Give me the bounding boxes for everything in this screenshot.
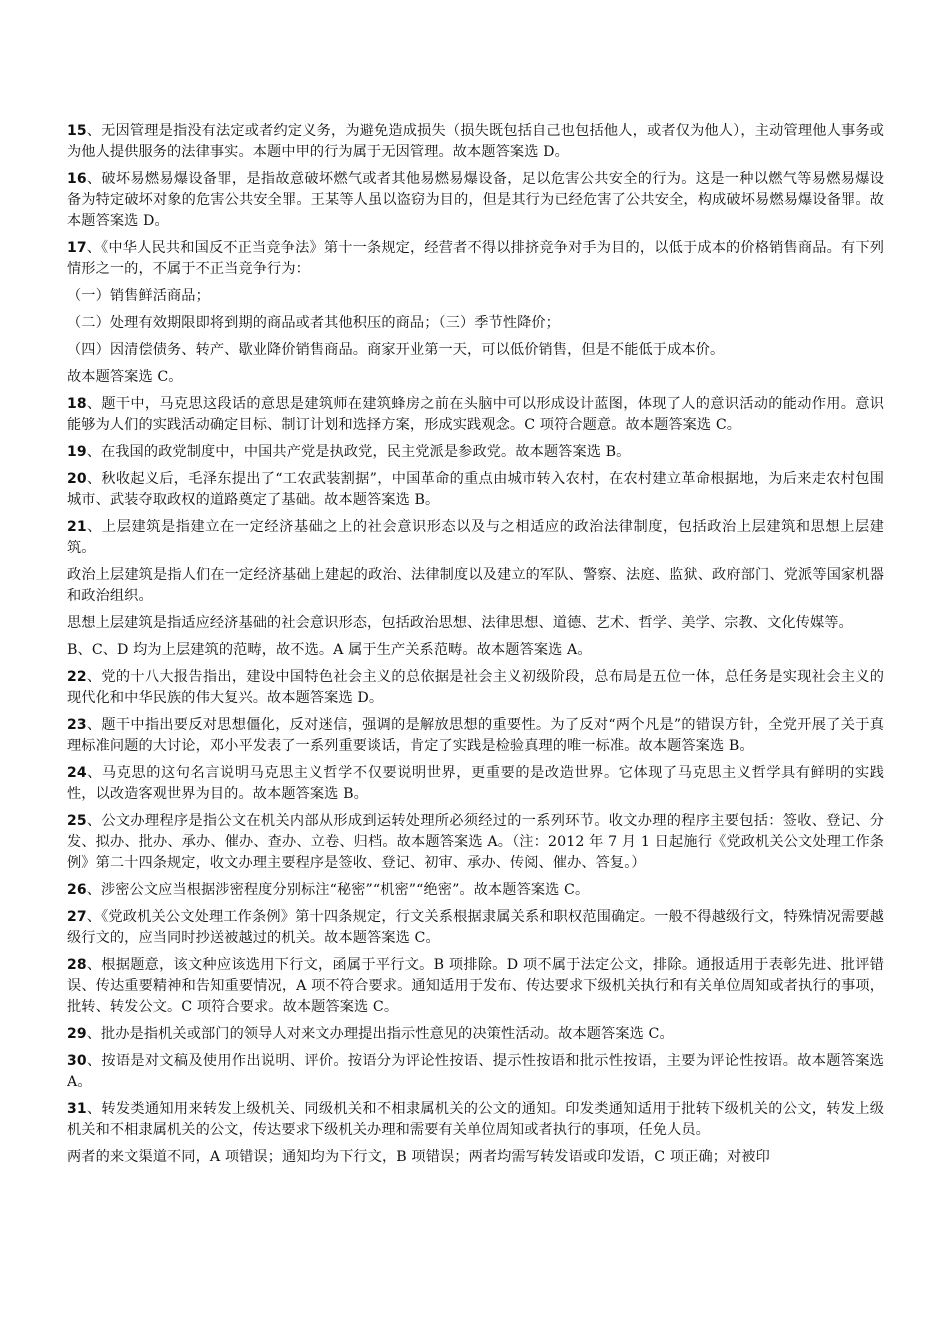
answer-paragraph — [67, 880, 884, 901]
paragraph-text: 、马克思的这句名言说明马克思主义哲学不仅要说明世界，更重要的是改造世界。它体现了马克思主义哲学具有鲜明的实践性，以改造客观世界为目的。故本题答案选 B。 — [67, 765, 884, 802]
paragraph-text: 、上层建筑是指建立在一定经济基础之上的社会意识形态以及与之相适应的政治法律制度，包括政治上层建筑和思想上层建筑。 — [67, 519, 884, 556]
paragraph-text: 、按语是对文稿及使用作出说明、评价。按语分为评论性按语、提示性按语和批示性按语，主要为评论性按语。故本题答案选 A。 — [67, 1053, 884, 1090]
answer-paragraph — [67, 613, 884, 634]
paragraph-text: 两者的来文渠道不同，A 项错误；通知均为下行文，B 项错误；两者均需写转发语或印发语，C 项正确；对被印 — [67, 1149, 770, 1165]
answer-paragraph — [67, 313, 884, 334]
paragraph-text: 、转发类通知用来转发上级机关、同级机关和不相隶属机关的公文的通知。印发类通知适用于批转下级机关的公文，转发上级机关和不相隶属机关的公文，传达要求下级机关办理和需要有关单位周知或者执行的事项，任免人员。 — [67, 1101, 884, 1138]
question-number: 15 — [67, 123, 87, 139]
answer-paragraph — [67, 1099, 884, 1141]
paragraph-text: （二）处理有效期限即将到期的商品或者其他积压的商品；（三）季节性降价； — [67, 315, 560, 331]
answer-paragraph — [67, 1147, 884, 1168]
question-number: 29 — [67, 1026, 87, 1042]
answer-paragraph — [67, 394, 884, 436]
paragraph-text: （四）因清偿债务、转产、歇业降价销售商品。商家开业第一天，可以低价销售，但是不能低于成本价。 — [67, 342, 725, 358]
paragraph-text: 、《党政机关公文处理工作条例》第十四条规定，行文关系根据隶属关系和职权范围确定。一般不得越级行文，特殊情况需要越级行文的，应当同时抄送被越过的机关。故本题答案选 C。 — [67, 909, 884, 946]
paragraph-text: 思想上层建筑是指适应经济基础的社会意识形态，包括政治思想、法律思想、道德、艺术、哲学、美学、宗教、文化传媒等。 — [67, 615, 853, 631]
paragraph-text: 、批办是指机关或部门的领导人对来文办理提出指示性意见的决策性活动。故本题答案选 C。 — [86, 1026, 674, 1042]
answer-paragraph — [67, 1051, 884, 1093]
paragraph-text: 、涉密公文应当根据涉密程度分别标注“秘密”“机密”“绝密”。故本题答案选 C。 — [86, 882, 590, 898]
answer-paragraph — [67, 517, 884, 559]
question-number: 22 — [67, 669, 87, 685]
paragraph-text: 、破坏易燃易爆设备罪，是指故意破坏燃气或者其他易燃易爆设备，足以危害公共安全的行为。这是一种以燃气等易燃易爆设备为特定破坏对象的危害公共安全罪。王某等人虽以盗窃为目的，但是其行为已经危害了公共安全，构成破坏易燃易爆设备罪。故本题答案选 D。 — [67, 171, 884, 229]
paragraph-text: 、在我国的政党制度中，中国共产党是执政党，民主党派是参政党。故本题答案选 B。 — [86, 444, 631, 460]
question-number: 21 — [67, 519, 87, 535]
paragraph-text: 、题干中，马克思这段话的意思是建筑师在建筑蜂房之前在头脑中可以形成设计蓝图，体现了人的意识活动的能动作用。意识能够为人们的实践活动确定目标、制订计划和选择方案，形成实践观念。C 项符合题意。故本题答案选 C。 — [67, 396, 884, 433]
question-number: 18 — [67, 396, 87, 412]
question-number: 17 — [67, 240, 87, 256]
answer-paragraph — [67, 763, 884, 805]
answer-paragraph — [67, 169, 884, 232]
question-number: 25 — [67, 813, 87, 829]
answer-paragraph — [67, 238, 884, 280]
paragraph-text: 、题干中指出要反对思想僵化，反对迷信，强调的是解放思想的重要性。为了反对“两个凡是”的错误方针，全党开展了关于真理标准问题的大讨论，邓小平发表了一系列重要谈话，肯定了实践是检验真理的唯一标准。故本题答案选 B。 — [67, 717, 884, 754]
paragraph-text: 、根据题意，该文种应该选用下行文，函属于平行文。B 项排除。D 项不属于法定公文，排除。通报适用于表彰先进、批评错误、传达重要精神和告知重要情况，A 项不符合要求。通知适用于发布、传达要求下级机关执行和有关单位周知或者执行的事项，批转、转发公文。C 项符合要求。故本题答案选 C。 — [67, 957, 884, 1015]
answer-paragraph — [67, 811, 884, 874]
question-number: 31 — [67, 1101, 87, 1117]
answer-paragraph — [67, 565, 884, 607]
answer-paragraph — [67, 340, 884, 361]
paragraph-text: 、《中华人民共和国反不正当竞争法》第十一条规定，经营者不得以排挤竞争对手为目的，以低于成本的价格销售商品。有下列情形之一的，不属于不正当竞争行为： — [67, 240, 884, 277]
question-number: 26 — [67, 882, 87, 898]
question-number: 24 — [67, 765, 87, 781]
answer-paragraph — [67, 1024, 884, 1045]
paragraph-text: 、秋收起义后，毛泽东提出了“工农武装割据”，中国革命的重点由城市转入农村，在农村建立革命根据地，为后来走农村包围城市、武装夺取政权的道路奠定了基础。故本题答案选 B。 — [67, 471, 884, 508]
answer-paragraph — [67, 640, 884, 661]
answer-paragraph — [67, 367, 884, 388]
question-number: 19 — [67, 444, 87, 460]
paragraph-text: 故本题答案选 C。 — [67, 369, 183, 385]
question-number: 16 — [67, 171, 87, 187]
answer-paragraph — [67, 286, 884, 307]
question-number: 28 — [67, 957, 87, 973]
answer-paragraph — [67, 907, 884, 949]
paragraph-text: 、公文办理程序是指公文在机关内部从形成到运转处理所必须经过的一系列环节。收文办理的程序主要包括：签收、登记、分发、拟办、批办、承办、催办、查办、立卷、归档。故本题答案选 A。（注：2012 年 7 月 1 日起施行《党政机关公文处理工作条例》第二十四条规定，收文办理主要程序是签收、登记、初审、承办、传阅、催办、答复。） — [67, 813, 884, 871]
question-number: 30 — [67, 1053, 87, 1069]
answer-paragraph — [67, 121, 884, 163]
answer-paragraph — [67, 469, 884, 511]
question-number: 23 — [67, 717, 87, 733]
paragraph-text: （一）销售鲜活商品； — [67, 288, 210, 304]
question-number: 27 — [67, 909, 87, 925]
paragraph-text: 、无因管理是指没有法定或者约定义务，为避免造成损失（损失既包括自己也包括他人，或者仅为他人），主动管理他人事务或为他人提供服务的法律事实。本题中甲的行为属于无因管理。故本题答案选 D。 — [67, 123, 884, 160]
question-number: 20 — [67, 471, 87, 487]
answer-paragraph — [67, 955, 884, 1018]
answer-paragraph — [67, 442, 884, 463]
paragraph-text: 政治上层建筑是指人们在一定经济基础上建起的政治、法律制度以及建立的军队、警察、法庭、监狱、政府部门、党派等国家机器和政治组织。 — [67, 567, 884, 604]
paragraph-text: 、党的十八大报告指出，建设中国特色社会主义的总依据是社会主义初级阶段，总布局是五位一体，总任务是实现社会主义的现代化和中华民族的伟大复兴。故本题答案选 D。 — [67, 669, 884, 706]
paragraph-text: B、C、D 均为上层建筑的范畴，故不选。A 属于生产关系范畴。故本题答案选 A。 — [67, 642, 592, 658]
answer-paragraph — [67, 667, 884, 709]
answer-paragraph — [67, 715, 884, 757]
